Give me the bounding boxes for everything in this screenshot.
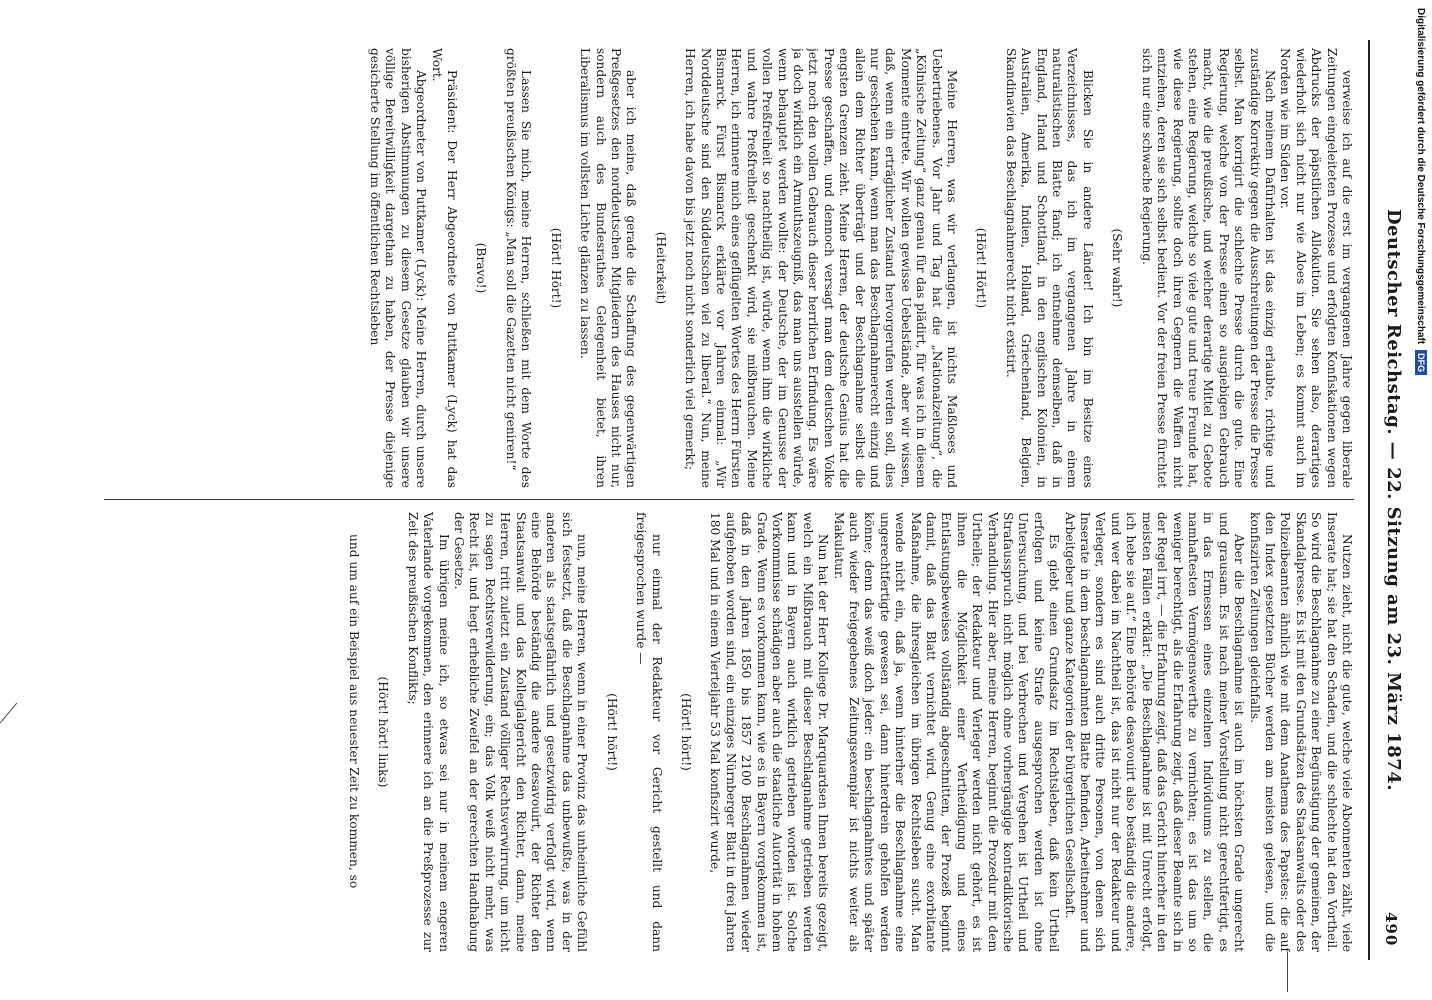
interjection: (Bravo!) (474, 242, 489, 294)
interjection: (Hört! hört!) (604, 693, 619, 771)
paragraph: nun, meine Herren, wenn in einer Provinz das unheimliche Gefühl sich festsetzt, daß die Beschlagnahme das unbewußte, was in der anderen als staatsgefährlich und gesetzwidrig verfolgt wird, wenn eine Behörde beständig die andere desavouirt, der Richter den Staatsanwalt und das Kollegialgericht den Richter, dann, meine Herren, tritt zuletzt ein Zustand völliger Rechtsverwirrung, um nicht zu sagen Rechtsverwilderung, ein; das Volk weiß nicht mehr, was Recht ist, und hegt erhebliche Zweifel an der gerechten Handhabung der Gesetze. (452, 512, 590, 952)
column-divider (104, 499, 1354, 500)
right-text-column (94, 48, 1354, 488)
paragraph: Nutzen zieht, nicht die gute, welche viele Abonnenten zählt, viele Inserate hat; sie hat den Schaden, und die schlechte hat den Vortheil. So wird die Beschlagnahme zu einer Begünstigung der gemeinen, der Skandalpresse. Es ist mit den Grundsätzen des Staatsanwalts oder des Polizeibeamten ähnlich wie mit dem Anathema des Papstes: die auf den Index gesetzten Bücher werden am meisten gelesen, und die konfiszirten Zeitungen gleichfalls. (1247, 512, 1354, 952)
interjection: (Hört! hört! links) (376, 676, 391, 788)
header-rule (1368, 40, 1370, 960)
digitization-stamp (1413, 8, 1427, 628)
paragraph: verweise ich auf die erst im vergangenen Jahre gegen liberale Zeitungen eingeleiteten Prozesse und erfolgten Konfiskationen wegen Abdrucks der päpstlichen Allokution. Sie sehen also, derartiges wiederholt sich nicht nur wie Aloes im Leben; es kommt auch im Norden wie im Süden vor. (1278, 48, 1354, 488)
paragraph: Präsident: Der Herr Abgeordnete von Puttkamer (Lyck) hat das Wort. (429, 48, 460, 488)
interjection: (Hört! hört!) (678, 693, 693, 771)
dfg-logo: DFG (1415, 350, 1427, 375)
paragraph: Meine Herren, was wir verlangen, ist nichts Maßloses und Uebertriebenes. Vor Jahr und Tag hat die „Nationalzeitung“, die „Kölnische Zeitung“ ganz genau für das plädirt, für was ich in diesem Momente eintrete. Wir wollen gewisse Uebelstände, aber wir wissen, daß, wenn ein erträglicher Zustand hervorgerufen werden soll, dies nur geschehen kann, wenn man das Beschlagnahmerecht einzig und allein dem Richter überträgt und der Beschlagnahme selbst die engsten Grenzen zieht. Meine Herren, der deutsche Genius hat die Presse geschaffen, und dennoch versagt man dem deutschen Volke jetzt noch den vollen Gebrauch dieser herrlichen Erfindung. Es wäre ja doch wirklich ein Armuthszeugniß, das man uns ausstellen würde, wenn behauptet werden wollte: der Deutsche, der im Genusse der vollen Preßfreiheit so nachtheilig ist, würde, wenn ihm die wirkliche und wahre Preßfreiheit geschenkt wird, sie mißbrauchen. Meine Herren, ich erinnere mich eines geflügelten Wortes des Herrn Fürsten Bismarck. Fürst Bismarck erklärte vor Jahren einmal: „Wir Norddeutsche sind den Süddeutschen viel zu liberal.“ Nun, meine Herren, ich habe davon bis jetzt noch nicht sonderlich viel gemerkt; (683, 48, 960, 488)
scan-edge-mark (1287, 952, 1288, 992)
stamp-text: Digitalisierung gefördert durch die Deutsche Forschungsgemeinschaft (1415, 8, 1426, 345)
paragraph: Aber die Beschlagnahme ist auch im höchsten Grade ungerecht und grausam. Es ist nach meiner Vorstellung nicht gerechtfertigt, es in das Ermessen eines einzelnen Individuums zu stellen, die namhaftesten Vermögenswerthe zu vernichten; es ist das um so weniger berechtigt, als die Erfahrung zeigt, daß dieser Beamte sich in der Regel irrt, — die Erfahrung zeigt, daß das Gericht hinterher in den meisten Fällen erklärt: „Die Beschlagnahme ist mit Unrecht erfolgt, ich hebe sie auf.“ Eine Behörde desavouirt also beständig die andere, und wer dabei im Nachtheil ist, das ist nicht nur der Redakteur und Verleger, sondern es sind auch dritte Personen, von denen sich Inserate in dem beschlagnahmten Blatte befinden, Arbeitnehmer und Arbeitgeber und ganze Kategorien der bürgerlichen Gesellschaft. (1062, 512, 1247, 952)
paragraph: Blicken Sie in andere Länder! Ich bin im Besitze eines Verzeichnisses, das ich im vergangenen Jahre in einem naturalistischen Blatte fand; ich entnehme demselben, daß in England, Irland und Schottland, in den englischen Kolonien, in Australien, Amerika, Indien, Holland, Griechenland, Belgien, Skandinavien das Beschlagnahmerecht nicht existirt. (1003, 48, 1095, 488)
paragraph: Es giebt einen Grundsatz im Rechtsleben, daß kein Urtheil erfolgen und keine Strafe ausgesprochen werden ist ohne Untersuchung, und bei Verbrechen und Vergehen ist Urtheil und Strafausspruch nicht möglich ohne vorhergängige kontradiktorische Verhandlung. Hier aber, meine Herren, beginnt die Prozedur mit dem Urtheile; der Redakteur und Verleger werden nicht gehört, es ist ihnen die Möglichkeit einer Vertheidigung und eines Entlastungsbeweises vollständig abgeschnitten, der Prozeß beginnt damit, daß das Blatt vernichtet wird. Genug eine exorbitante Maßnahme, die ihresgleichen im übrigen Rechtsleben sucht. Man wende nicht ein, daß ja, wenn hinterher die Beschlagnahme eine ungerechtfertigte gewesen sei, dann hinterdrein geholfen werden könne; denn das weiß doch jeder: ein beschlagnahmtes und später auch wieder freigegebenes Zeitungsexemplar ist nichts weiter als Makulatur. (831, 512, 1062, 952)
page-number: 490 (1382, 912, 1400, 947)
interjection: (Sehr wahr!) (1110, 228, 1125, 308)
paragraph: und um auf ein Beispiel aus neuester Zeit zu kommen, so (347, 534, 362, 889)
interjection: (Heiterkeit) (653, 231, 668, 305)
paragraph: Abgeordneter von Puttkamer (Lyck): Meine Herren, durch unsere bisherigen Abstimmungen zu diesem Gesetze glauben wir unsere völlige Bereitwilligkeit dargethan zu haben, der Presse diejenige gesicherte Stellung im öffentlichen Rechtsleben (368, 48, 429, 488)
left-text-column (94, 512, 1354, 952)
paragraph: nur einmal der Redakteur vor Gericht gestellt und dann freigesprochen wurde — (634, 512, 664, 952)
paragraph: Nach meinem Dafürhalten ist das einzig erlaubte, richtige und zuständige Korrektiv gegen die Ausschreitungen der Presse die Presse selbst. Man korrigirt die schlechte Presse durch die gute. Eine Regierung, welche von der Presse einen so ausgiebigen Gebrauch macht, wie die preußische, und welcher derartige Mittel zu Gebote stehen, eine Regierung, welche so viele gute und treue Freunde hat, wie diese Regierung, sollte doch ihren Gegnern die Waffen nicht entziehen, deren sie sich selbst bedient. Vor der freien Presse fürchtet sich nur eine schwache Regierung. (1139, 48, 1277, 488)
paragraph: Lassen Sie mich, meine Herren, schließen mit dem Worte des größten preußischen Königs: „Man soll die Gazetten nicht geniren!“ (503, 48, 534, 488)
running-title: Deutscher Reichstag. — 22. Sitzung am 23. März 1874. (1383, 208, 1404, 792)
interjection: (Hört! Hört!) (974, 227, 989, 309)
paragraph: aber ich meine, daß gerade die Schaffung des gegenwärtigen Preßgesetzes den norddeutschen Mitgliedern des Hauses nicht nur, sondern auch des Bundesrathes Gelegenheit bietet, ihren Liberalismus im vollsten Lichte glänzen zu lassen. (578, 48, 639, 488)
interjection: (Hört! Hört!) (548, 227, 563, 309)
paragraph: Im übrigen meine ich, so etwas sei nur in meinem engeren Vaterlande vorgekommen, den erinnere ich an die Preßprozesse zur Zeit des preußischen Konflikts; (405, 512, 451, 952)
paragraph: Nun hat der Herr Kollege Dr. Marquardsen Ihnen bereits gezeigt, welch ein Mißbrauch mit dieser Beschlagnahme getrieben werden kann und in Bayern auch wirklich getrieben worden ist. Solche Vorkommnisse schädigen aber auch die staatliche Autorität in hohem Grade. Wenn es vorkommen kann, wie es in Bayern vorgekommen ist, daß in den Jahren 1850 bis 1857 2100 Beschlagnahmen wieder aufgehoben worden sind, ein einziges Nürnberger Blatt in drei Jahren 180 Mal und in einem Vierteljahr 53 Mal konfiszirt wurde, (708, 512, 831, 952)
page-header (1374, 0, 1414, 1000)
